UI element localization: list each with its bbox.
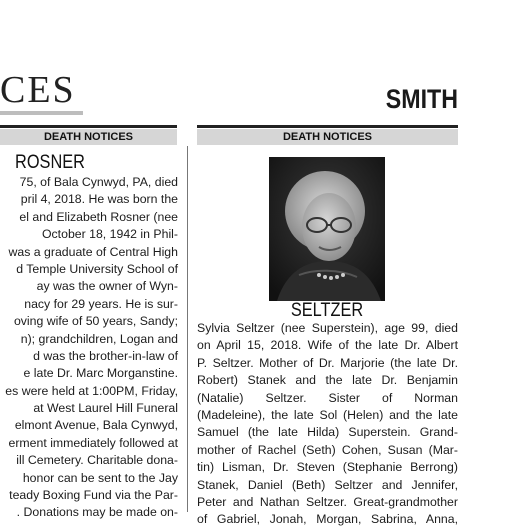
rosner-line: oving wife of 50 years, Sandy; (13, 314, 178, 329)
notice-name-seltzer: SELTZER (290, 300, 364, 321)
section-bar-right (197, 129, 458, 145)
rosner-line: d was the brother-in-law of (33, 348, 178, 363)
section-bar-left (0, 129, 177, 145)
section-label-left: DEATH NOTICES (43, 131, 134, 143)
portrait-image (269, 157, 385, 301)
seltzer-line: mother of Rachel (Seth) Cohen, Susan (Mar- (197, 442, 458, 457)
portrait-photo (269, 157, 385, 301)
rosner-line: was a graduate of Central High (8, 244, 178, 259)
seltzer-line: (Madeleine), the late Sol (Helen) and the late (197, 407, 458, 422)
seltzer-line: tin) Lisman, Dr. Steven (Stephanie Berrong) (197, 460, 458, 475)
rosner-line: pril 4, 2018. He was born the (20, 192, 178, 207)
seltzer-line: Stanek, Daniel (Beth) Seltzer and Jennifer, (197, 477, 458, 492)
seltzer-line: Samuel (the late Hilda) Superstein. Grand- (197, 425, 458, 440)
seltzer-line: P. Seltzer. Mother of Dr. Marjorie (the late Dr. (197, 355, 458, 370)
seltzer-line: Sylvia Seltzer (nee Superstein), age 99, died (197, 321, 458, 335)
page-header-left: CES (0, 69, 76, 111)
rosner-line: 75, of Bala Cynwyd, PA, died (19, 175, 178, 189)
seltzer-line: Robert) Stanek and the late Dr. Benjamin (197, 373, 458, 388)
seltzer-line: on April 15, 2018. Wife of the late Dr. Albert (197, 338, 458, 353)
rosner-line: el and Elizabeth Rosner (nee (19, 209, 178, 224)
notice-body-rosner (0, 174, 178, 522)
rosner-line: es were held at 1:00PM, Friday, (5, 383, 178, 398)
rosner-line: ay was the owner of Wyn- (36, 279, 178, 294)
rosner-line: at West Laurel Hill Funeral (33, 401, 178, 416)
notice-name-rosner: ROSNER (15, 152, 85, 173)
rosner-line: d Temple University School of (16, 261, 178, 276)
seltzer-line: of Gabriel, Jonah, Morgan, Sabrina, Anna, (197, 512, 458, 527)
page-header-right: SMITH (385, 84, 458, 114)
seltzer-line: (Natalie) Seltzer. Sister of Norman (197, 390, 458, 405)
rosner-line: October 18, 1942 in Phil- (41, 227, 178, 242)
rosner-line: honor can be sent to the Jay (22, 470, 178, 485)
rosner-line: teady Boxing Fund via the Par- (9, 488, 178, 503)
column-divider (187, 146, 188, 512)
header-underline-left (0, 111, 83, 115)
rosner-line: e late Dr. Marc Morganstine. (23, 366, 178, 381)
rosner-line: ill Cemetery. Charitable dona- (16, 453, 178, 468)
section-label-right: DEATH NOTICES (282, 131, 373, 143)
section-rule-left (0, 125, 177, 128)
notice-body-seltzer (197, 320, 458, 529)
section-rule-right (197, 125, 458, 128)
rosner-line: erment immediately followed at (8, 435, 178, 450)
rosner-line: . Donations may be made on- (16, 505, 178, 520)
rosner-line: elmont Avenue, Bala Cynwyd, (14, 418, 178, 433)
seltzer-line: Peter and Nathan Seltzer. Great-grandmother (197, 494, 458, 509)
rosner-line: nacy for 29 years. He is sur- (24, 296, 178, 311)
rosner-line: n); grandchildren, Logan and (20, 331, 178, 346)
